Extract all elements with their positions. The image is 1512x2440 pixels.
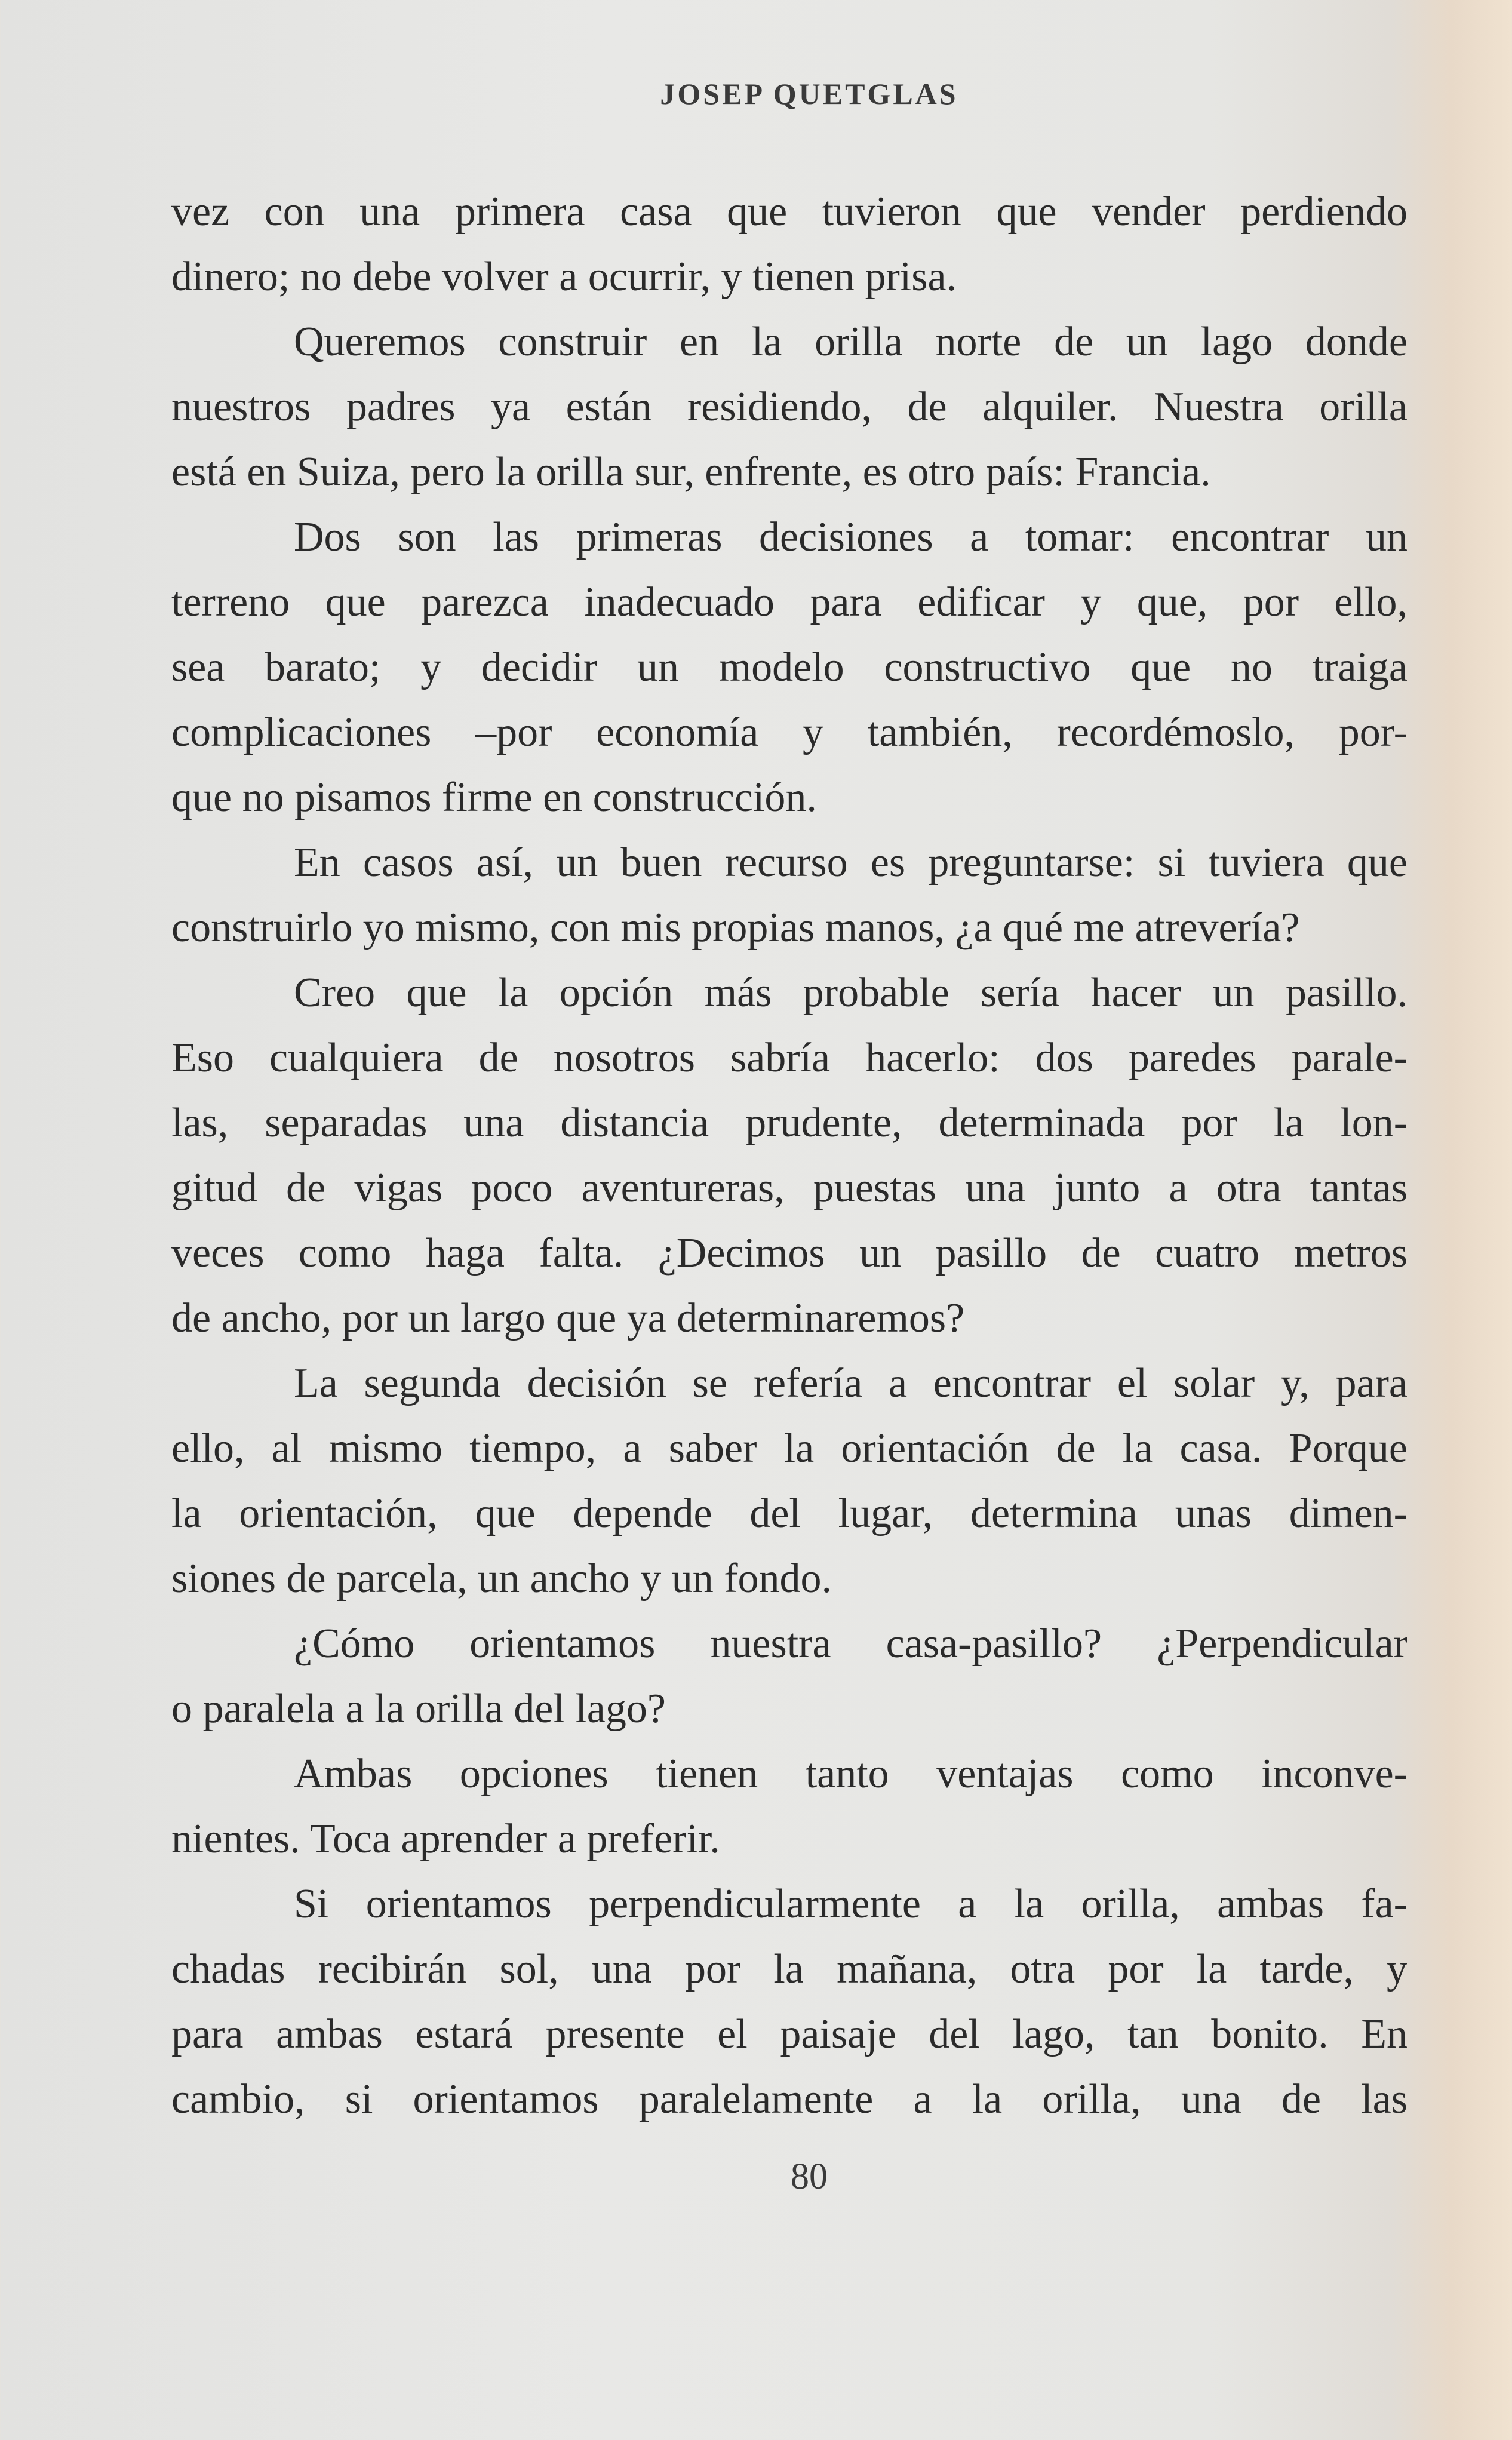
text-line: veces como haga falta. ¿Decimos un pasillo de cuatro metros xyxy=(171,1230,1407,1276)
paragraph xyxy=(171,1741,1407,1872)
text-line: nientes. Toca aprender a preferir. xyxy=(171,1816,720,1862)
text-line: ¿Cómo orientamos nuestra casa-pasillo? ¿Perpendicular xyxy=(294,1621,1407,1667)
text-line: Ambas opciones tienen tanto ventajas como inconve- xyxy=(294,1751,1407,1797)
text-line: Si orientamos perpendicularmente a la orilla, ambas fa- xyxy=(294,1881,1407,1927)
text-line: sea barato; y decidir un modelo constructivo que no traiga xyxy=(171,644,1407,690)
text-line: nuestros padres ya están residiendo, de alquiler. Nuestra orilla xyxy=(171,384,1407,430)
text-line: Queremos construir en la orilla norte de un lago donde xyxy=(294,319,1407,365)
text-line: Creo que la opción más probable sería hacer un pasillo. xyxy=(294,970,1407,1016)
text-line: de ancho, por un largo que ya determinaremos? xyxy=(171,1295,965,1341)
paragraph xyxy=(171,179,1407,309)
text-line: está en Suiza, pero la orilla sur, enfrente, es otro país: Francia. xyxy=(171,449,1211,495)
text-line: complicaciones –por economía y también, recordémoslo, por- xyxy=(171,709,1407,755)
text-line: Dos son las primeras decisiones a tomar: encontrar un xyxy=(294,514,1407,560)
text-line: En casos así, un buen recurso es preguntarse: si tuviera que xyxy=(294,840,1407,886)
text-line: las, separadas una distancia prudente, determinada por la lon- xyxy=(171,1100,1407,1146)
text-line: gitud de vigas poco aventureras, puestas una junto a otra tantas xyxy=(171,1165,1407,1211)
paragraph xyxy=(171,505,1407,830)
paragraph xyxy=(171,1872,1407,2132)
text-line: o paralela a la orilla del lago? xyxy=(171,1686,666,1732)
text-line: cambio, si orientamos paralelamente a la orilla, una de las xyxy=(171,2076,1407,2122)
text-line: vez con una primera casa que tuvieron que vender perdiendo xyxy=(171,189,1407,235)
text-line: dinero; no debe volver a ocurrir, y tienen prisa. xyxy=(171,254,957,300)
text-line: ello, al mismo tiempo, a saber la orientación de la casa. Porque xyxy=(171,1425,1407,1471)
text-line: terreno que parezca inadecuado para edificar y que, por ello, xyxy=(171,579,1407,625)
text-line: La segunda decisión se refería a encontrar el solar y, para xyxy=(294,1360,1407,1406)
paragraph xyxy=(171,1611,1407,1741)
text-line: chadas recibirán sol, una por la mañana, otra por la tarde, y xyxy=(171,1946,1407,1992)
body-text xyxy=(171,179,1407,2132)
text-line: Eso cualquiera de nosotros sabría hacerlo: dos paredes parale- xyxy=(171,1035,1407,1081)
text-line: que no pisamos firme en construcción. xyxy=(171,775,817,820)
paragraph xyxy=(171,1351,1407,1611)
text-line: para ambas estará presente el paisaje del lago, tan bonito. En xyxy=(171,2011,1407,2057)
text-line: construirlo yo mismo, con mis propias manos, ¿a qué me atrevería? xyxy=(171,905,1300,951)
paragraph xyxy=(171,309,1407,505)
running-header: JOSEP QUETGLAS xyxy=(660,77,958,110)
paragraph xyxy=(171,830,1407,960)
page-number: 80 xyxy=(791,2156,828,2197)
text-line: la orientación, que depende del lugar, determina unas dimen- xyxy=(171,1491,1407,1536)
paragraph xyxy=(171,960,1407,1351)
text-line: siones de parcela, un ancho y un fondo. xyxy=(171,1556,832,1602)
